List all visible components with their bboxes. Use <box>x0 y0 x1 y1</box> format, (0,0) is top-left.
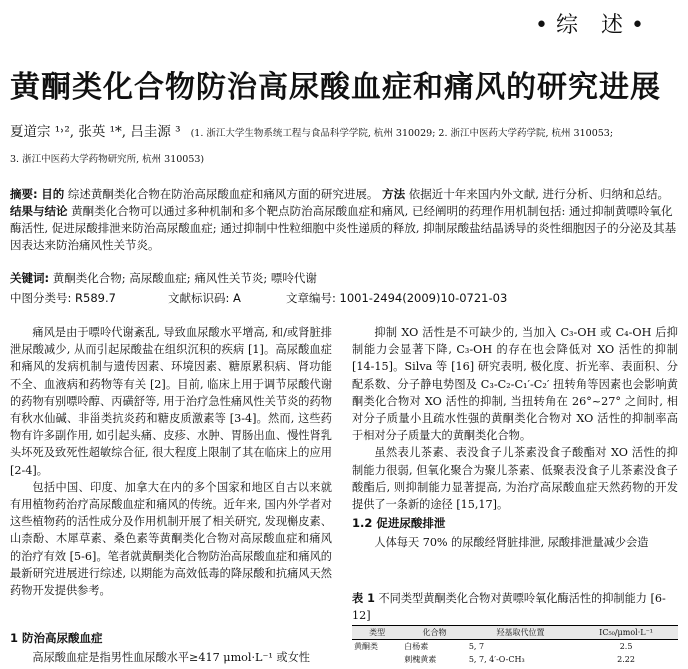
result-text: 黄酮类化合物可以通过多种机制和多个靶点防治高尿酸血症和痛风, 已经阐明的药理作用机制包括: 通过抑制黄嘌呤氧化酶活性, 促进尿酸排泄来防治高尿酸血症; 通过抑制中性粒细胞中炎性递质的释放, 抑制尿酸盐结晶诱导的炎性细胞因子的分泌及其基因表达来防治痛风性关节炎。 <box>10 204 677 252</box>
method-text: 依据近十年来国内外文献, 进行分析、归纳和总结。 <box>408 187 670 201</box>
right-paragraph-2: 虽然表儿茶素、表没食子儿茶素没食子酸酯对 XO 活性的抑制能力很弱, 但氧化聚合为聚儿茶素、低聚表没食子儿茶素没食子酸酯后, 则抑制能力显著提高, 为治疗高尿酸血症天然药物的开发提供了一条新的途径 [15,17]。 <box>352 446 678 512</box>
table-caption <box>352 590 678 624</box>
method-label: 方法 <box>382 187 406 201</box>
keywords <box>10 270 317 286</box>
abstract-label: 摘要: <box>10 187 38 201</box>
table-cell: 白杨素 <box>404 642 429 651</box>
section-tag: •综 述• <box>535 13 652 38</box>
table-cell: 刺槐黄素 <box>404 655 437 664</box>
keywords-text: 黄酮类化合物; 高尿酸血症; 痛风性关节炎; 嘌呤代谢 <box>52 271 317 285</box>
left-paragraph-2: 包括中国、印度、加拿大在内的多个国家和地区自古以来就有用植物药治疗高尿酸血症和痛风的传统。近年来, 国内外学者对这些植物药的活性成分及作用机制开展了相关研究, 发现槲皮素、山柰酚、木犀草素、桑色素等黄酮类化合物对高尿酸血症和痛风的治疗有效 [5-6]。笔者就黄酮类化合物防治高尿酸血症和痛风的最新研究进展进行综述, 以期能为高效低毒的降尿酸和抗痛风天然药物开发提供参考。 <box>10 480 332 598</box>
table-caption-label: 表 1 <box>352 592 375 605</box>
result-label: 结果与结论 <box>10 204 68 218</box>
article-number: 文章编号: 1001-2494(2009)10-0721-03 <box>286 291 508 305</box>
table-cell <box>352 653 402 666</box>
goal-text: 综述黄酮类化合物在防治高尿酸血症和痛风方面的研究进展。 <box>67 187 379 201</box>
table-cell: 2.5 <box>619 642 633 651</box>
table-header: 类型 <box>352 626 402 640</box>
section-heading-1-2: 1.2 促进尿酸排泄 <box>352 516 446 531</box>
keywords-label: 关键词: <box>10 271 50 285</box>
table-cell: 黄酮类 <box>354 642 378 651</box>
table-header: 羟基取代位置 <box>467 626 574 640</box>
left-paragraph-1: 痛风是由于嘌呤代谢紊乱, 导致血尿酸水平增高, 和/或肾脏排泄尿酸减少, 从而引起尿酸盐在组织沉积的疾病 [1]。高尿酸血症和痛风的发病机制与遗传因素、环境因素、糖原累积病、肾功能不全、血液病和药物等有关 [2]。目前, 临床上用于调节尿酸代谢的药物有别嘌呤醇、丙磺舒等, 用于治疗急性痛风性关节炎的药物有秋水仙碱、非甾类抗炎药和糖皮质激素等 [3-4]。然而, 这些药物有许多副作用, 如引起头痛、皮疹、水肿、胃肠出血、慢性肾乳头坏死及致死性超敏综合征, 很大程度上限制了其在临床上的应用 [2-4]。 <box>10 326 332 477</box>
table-row <box>352 653 678 666</box>
table-1 <box>352 625 678 666</box>
left-last-line: 高尿酸血症是指男性血尿酸水平≥417 μmol·L⁻¹ 或女性 <box>32 651 310 664</box>
authors-line <box>10 120 613 140</box>
table-row <box>352 640 678 654</box>
document-code: 文献标识码: A <box>168 291 241 305</box>
right-paragraph-3: 人体每天 70% 的尿酸经肾脏排泄, 尿酸排泄量减少会造 <box>374 536 649 550</box>
abstract <box>10 186 678 254</box>
table-header: 化合物 <box>402 626 467 640</box>
table-cell: 2.22 <box>617 655 635 664</box>
author-names: 夏道宗 ¹˒², 张英 ¹*, 吕圭源 ³ <box>10 124 181 140</box>
section-heading-1: 1 防治高尿酸血症 <box>10 631 103 645</box>
right-paragraph-1: 抑制 XO 活性是不可缺少的, 当加入 C₃-OH 或 C₄-OH 后抑制能力会显著下降, C₃-OH 的存在也会降低对 XO 活性的抑制 [14-15]。Silva 等 [16] 研究表明, 极化度、折光率、表面积、分配系数、分子静电势图及 C₃-C₂-C₁′-C₂′ 扭转角等因素也会影响黄酮类化合物对 XO 活性的抑制, 当扭转角在 26°~27° 之间时, 相对分子质量小且疏水性强的黄酮类化合物对 XO 活性的抑制率高于相对分子质量大的黄酮类化合物。 <box>352 326 678 443</box>
table-header: IC₅₀/μmol·L⁻¹ <box>574 626 678 640</box>
article-title: 黄酮类化合物防治高尿酸血症和痛风的研究进展 <box>10 70 661 105</box>
goal-label: 目的 <box>41 187 65 201</box>
table-caption-text: 不同类型黄酮类化合物对黄嘌呤氧化酶活性的抑制能力 [6-12] <box>352 592 666 622</box>
table-cell: 5, 7 <box>468 642 485 651</box>
left-column <box>10 324 332 599</box>
clc-number: 中图分类号: R589.7 <box>10 291 116 305</box>
right-column <box>352 324 678 552</box>
affiliations-line-2: 3. 浙江中医药大学药物研究所, 杭州 310053) <box>10 154 205 165</box>
affiliations-line-1: (1. 浙江大学生物系统工程与食品科学学院, 杭州 310029; 2. 浙江中医药大学药学院, 杭州 310053; <box>190 128 614 139</box>
table-cell: 5, 7, 4′-O-CH₃ <box>468 655 525 664</box>
